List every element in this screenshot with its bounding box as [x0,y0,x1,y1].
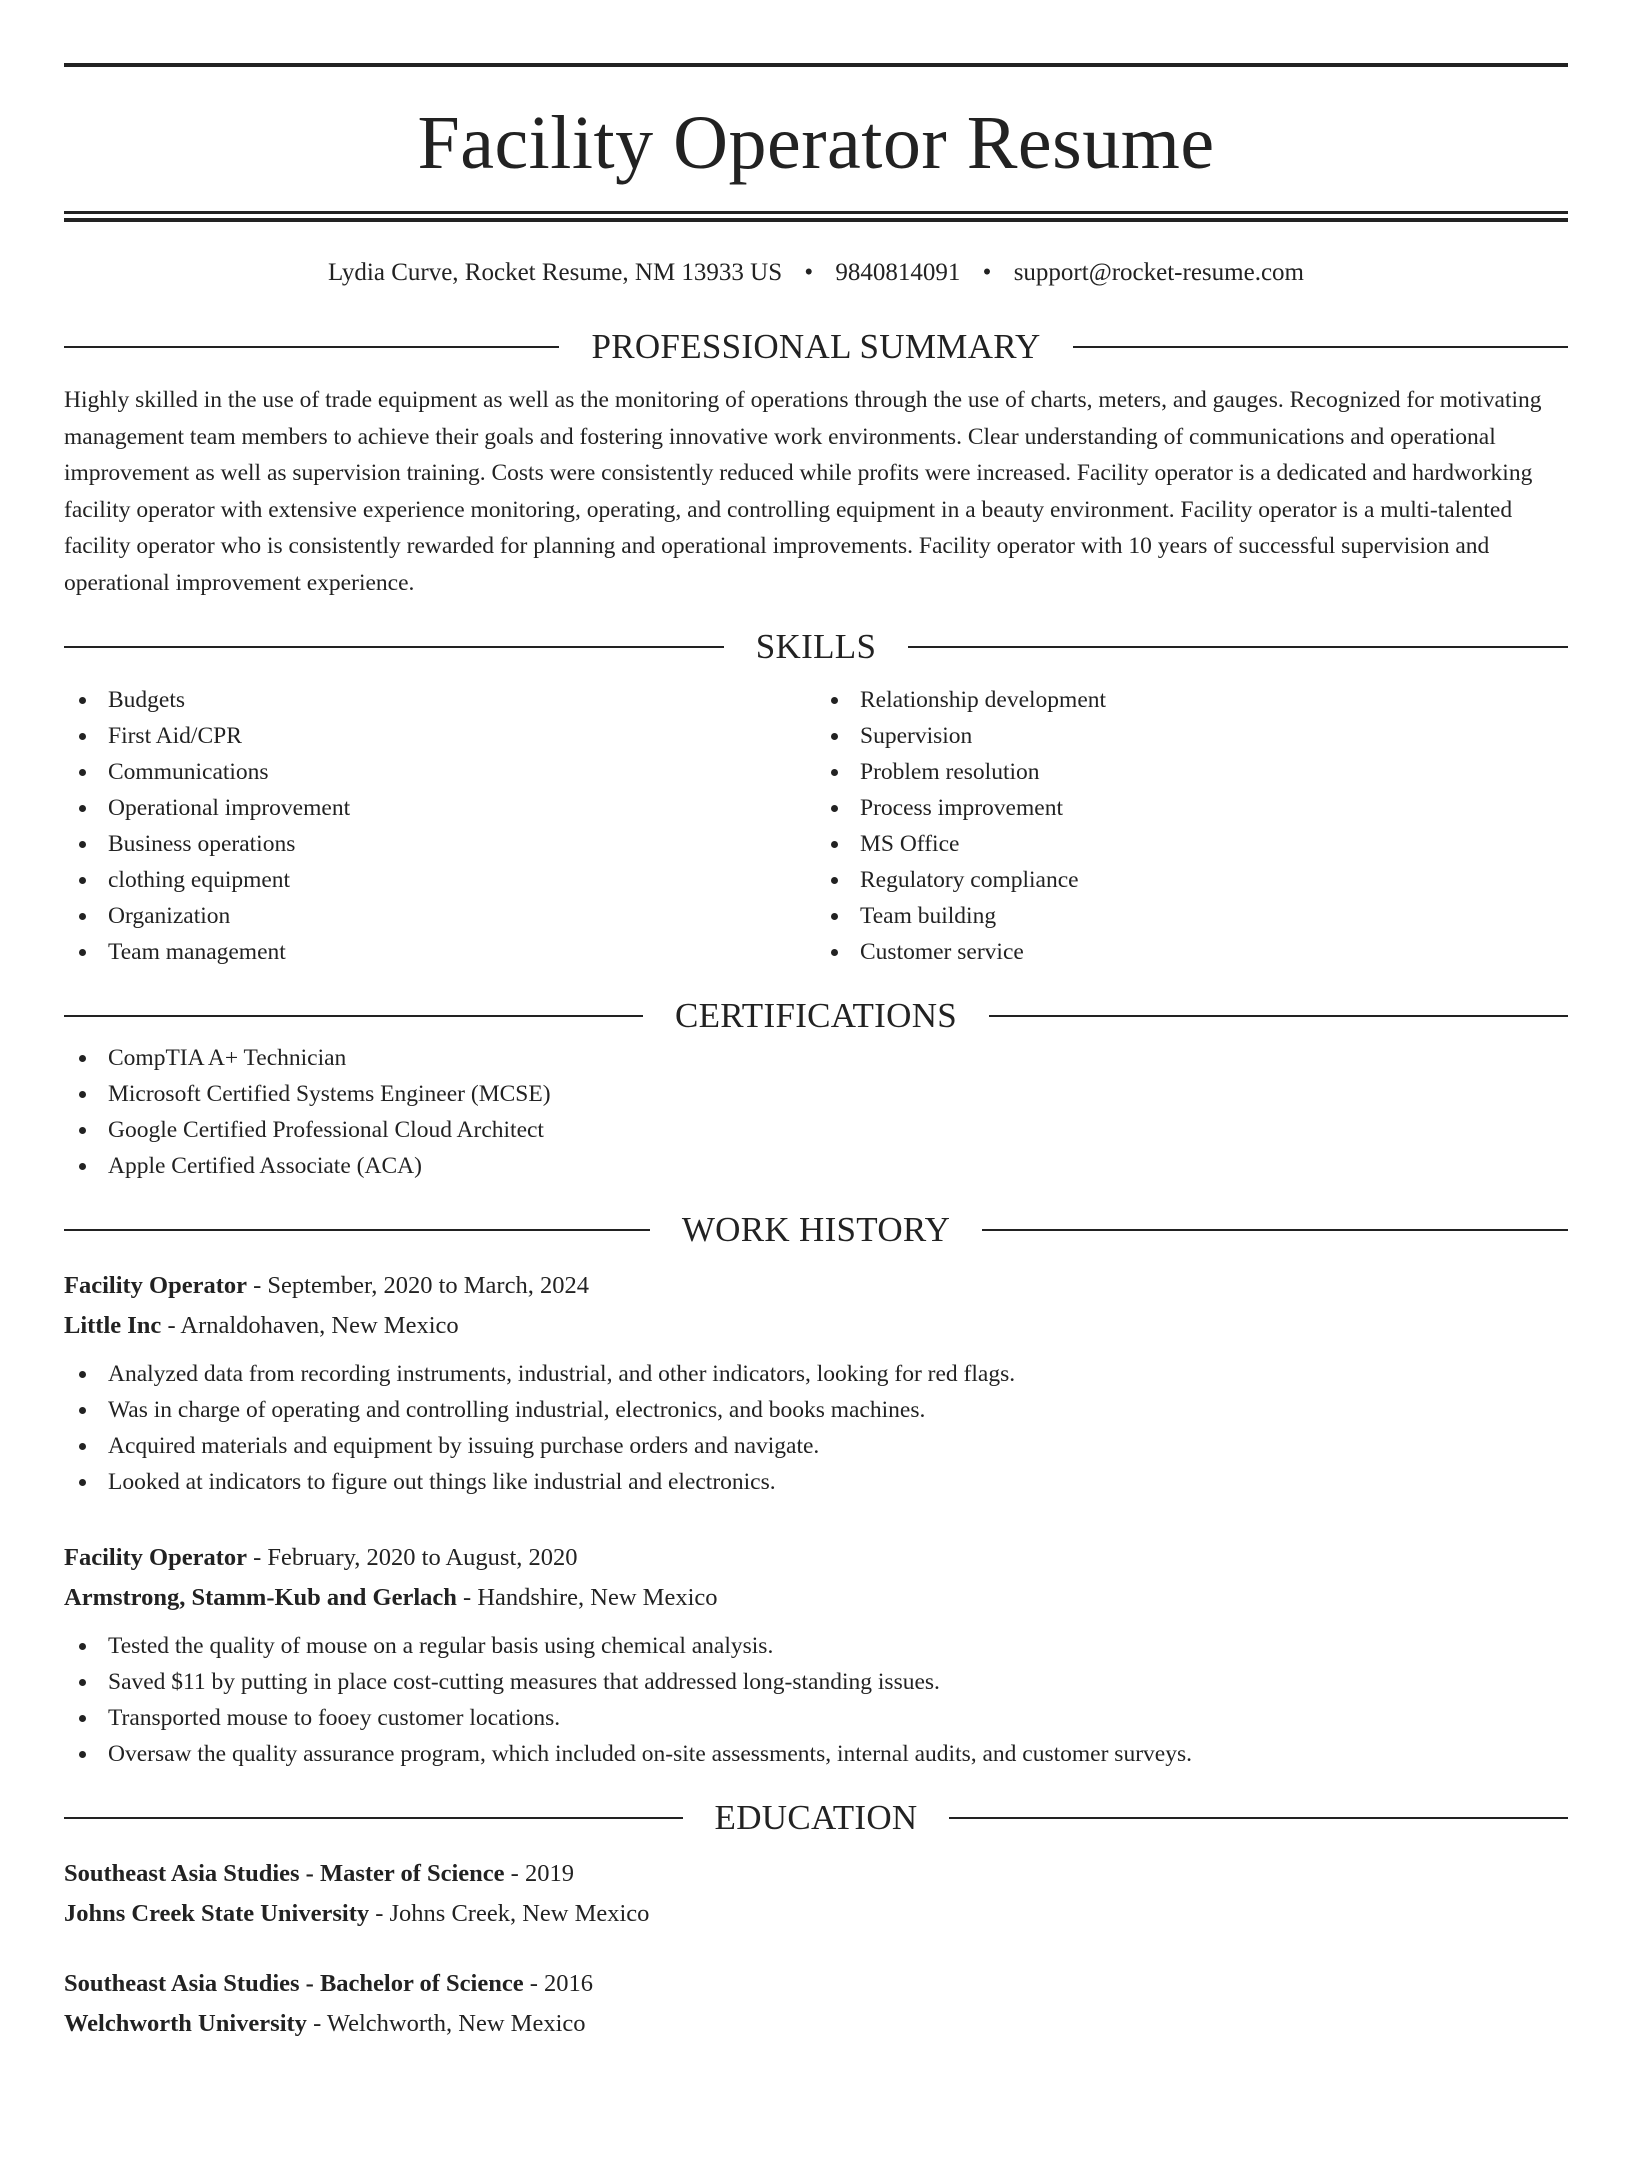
work-entry [64,1538,1568,1772]
heading-rule [64,1015,643,1017]
heading-rule [989,1015,1568,1017]
heading-rule [64,1817,683,1819]
skill-item: Operational improvement [64,790,816,826]
contact-address: Lydia Curve, Rocket Resume, NM 13933 US [328,259,783,286]
school-line [64,1894,1568,1934]
section-title: CERTIFICATIONS [674,996,958,1035]
contact-separator: • [804,259,814,286]
job-dates: - February, 2020 to August, 2020 [247,1544,578,1571]
skill-item: Business operations [64,826,816,862]
heading-rule [64,346,559,348]
education-section-heading [64,1794,1568,1842]
section-title: SKILLS [755,627,877,666]
job-location: - Handshire, New Mexico [456,1584,718,1611]
duty-item: Oversaw the quality assurance program, which included on-site assessments, internal audits, and customer surveys. [64,1736,1568,1772]
duty-item: Looked at indicators to figure out things like industrial and electronics. [64,1464,1568,1500]
top-rule [64,63,1568,67]
certification-item: Apple Certified Associate (ACA) [64,1148,1568,1184]
job-title-line [64,1266,1568,1306]
section-title: EDUCATION [714,1798,918,1837]
degree-line [64,1964,1568,2004]
degree: Southeast Asia Studies - Bachelor of Science [64,1970,524,1997]
school-line [64,2004,1568,2044]
duty-item: Transported mouse to fooey customer locations. [64,1700,1568,1736]
certifications-list [64,1040,1568,1184]
heading-rule [1073,346,1568,348]
degree-year: - 2019 [504,1860,574,1887]
skill-item: Budgets [64,682,816,718]
job-duties [64,1356,1568,1500]
duty-item: Acquired materials and equipment by issuing purchase orders and navigate. [64,1428,1568,1464]
skills-column-right [816,682,1568,970]
heading-rule [908,646,1568,648]
skill-item: Team building [816,898,1568,934]
contact-line [64,257,1568,289]
skills-section-heading [64,623,1568,671]
skill-item: MS Office [816,826,1568,862]
heading-rule [982,1229,1568,1231]
certifications-section-heading [64,992,1568,1040]
skill-item: Customer service [816,934,1568,970]
job-company-line [64,1306,1568,1346]
section-title: PROFESSIONAL SUMMARY [591,327,1041,366]
job-company: Little Inc [64,1312,162,1339]
skills-column-left [64,682,816,970]
work-section-heading [64,1206,1568,1254]
duty-item: Saved $11 by putting in place cost-cutting measures that addressed long-standing issues. [64,1664,1568,1700]
title-double-rule [64,211,1568,222]
degree: Southeast Asia Studies - Master of Science [64,1860,505,1887]
skill-item: Relationship development [816,682,1568,718]
education-entry [64,1854,1568,1934]
job-dates: - September, 2020 to March, 2024 [247,1272,589,1299]
skill-item: Supervision [816,718,1568,754]
job-company: Armstrong, Stamm-Kub and Gerlach [64,1584,457,1611]
certification-item: Microsoft Certified Systems Engineer (MCSE) [64,1076,1568,1112]
skills-list [64,682,1568,970]
job-role: Facility Operator [64,1272,248,1299]
school: Welchworth University [64,2010,307,2037]
degree-line [64,1854,1568,1894]
skill-item: Regulatory compliance [816,862,1568,898]
page-title: Facility Operator Resume [417,101,1215,185]
work-entry [64,1266,1568,1500]
job-role: Facility Operator [64,1544,248,1571]
duty-item: Tested the quality of mouse on a regular basis using chemical analysis. [64,1628,1568,1664]
certification-item: CompTIA A+ Technician [64,1040,1568,1076]
skill-item: Team management [64,934,816,970]
school-location: - Welchworth, New Mexico [306,2010,586,2037]
heading-rule [64,1229,650,1231]
skill-item: Process improvement [816,790,1568,826]
degree-year: - 2016 [523,1970,594,1997]
school-location: - Johns Creek, New Mexico [369,1900,650,1927]
skill-item: clothing equipment [64,862,816,898]
job-duties [64,1628,1568,1772]
summary-text: Highly skilled in the use of trade equipment as well as the monitoring of operations through the use of charts, meters, and gauges. Recognized for motivating management team members to achieve their goals and fostering innovative work environments. Clear understanding of communications and operational improvement as well as supervision training. Costs were consistently reduced while profits were increased. Facility operator is a dedicated and hardworking facility operator with extensive experience monitoring, operating, and controlling equipment in a beauty environment. Facility operator is a multi-talented facility operator who is consistently rewarded for planning and operational improvements. Facility operator with 10 years of successful supervision and operational improvement experience. [64,387,1542,596]
contact-separator: • [982,259,992,286]
skill-item: Problem resolution [816,754,1568,790]
skill-item: Communications [64,754,816,790]
contact-phone: 9840814091 [835,259,961,286]
contact-email: support@rocket-resume.com [1013,259,1304,286]
school: Johns Creek State University [64,1900,370,1927]
education-entry [64,1964,1568,2044]
skill-item: Organization [64,898,816,934]
skill-item: First Aid/CPR [64,718,816,754]
heading-rule [64,646,724,648]
job-title-line [64,1538,1568,1578]
section-title: WORK HISTORY [681,1210,951,1249]
resume-page [0,63,1632,2175]
duty-item: Analyzed data from recording instruments, industrial, and other indicators, looking for red flags. [64,1356,1568,1392]
summary-section-heading [64,323,1568,371]
duty-item: Was in charge of operating and controlling industrial, electronics, and books machines. [64,1392,1568,1428]
job-company-line [64,1578,1568,1618]
job-location: - Arnaldohaven, New Mexico [161,1312,459,1339]
heading-rule [949,1817,1568,1819]
certification-item: Google Certified Professional Cloud Architect [64,1112,1568,1148]
